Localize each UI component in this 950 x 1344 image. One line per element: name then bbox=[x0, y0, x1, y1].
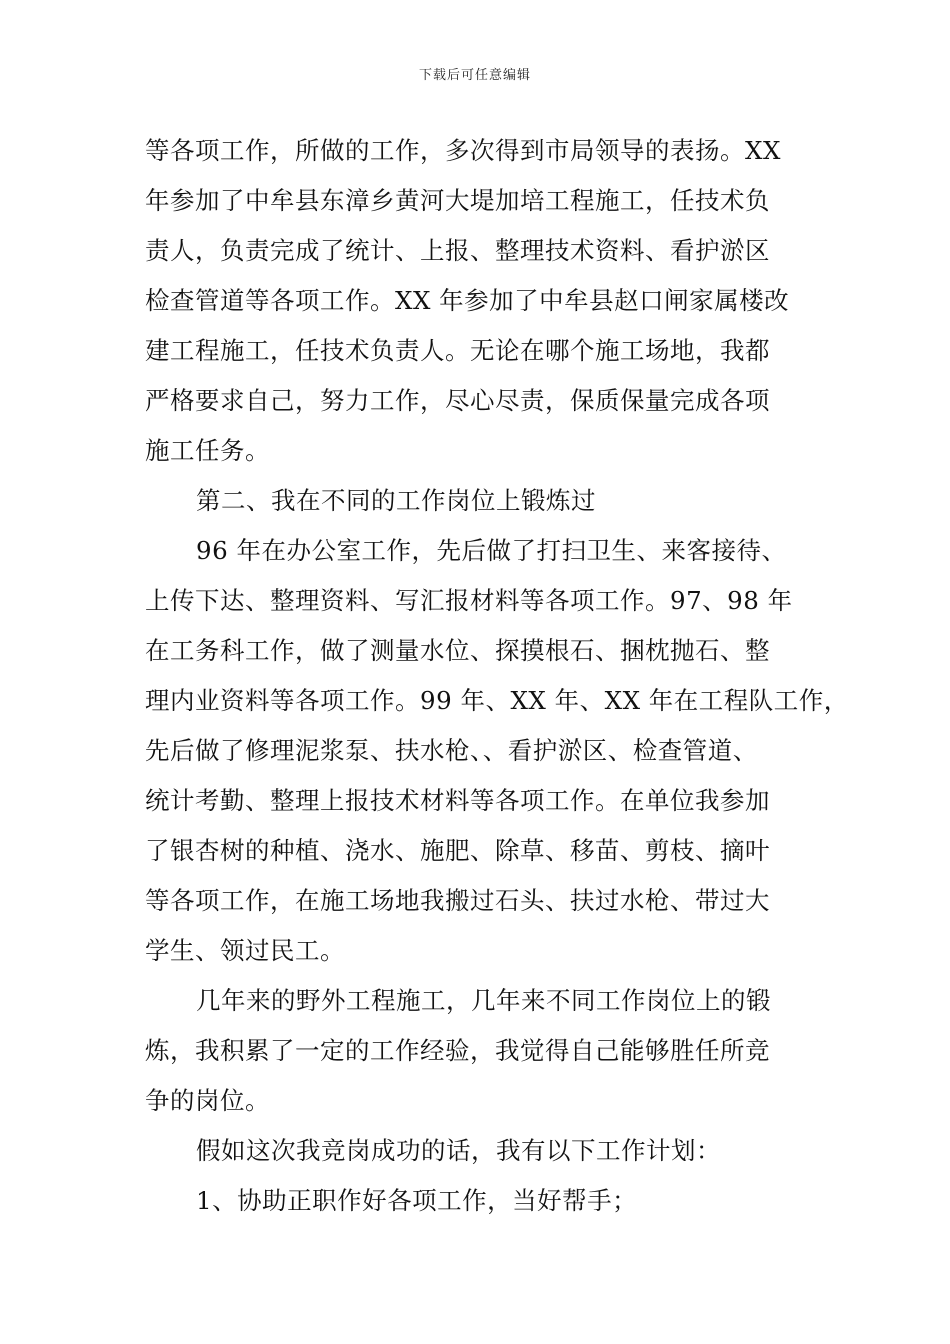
section-heading: 第二、我在不同的工作岗位上锻炼过 bbox=[196, 486, 596, 515]
text-line: 施工任务。 bbox=[145, 436, 270, 465]
text-line: 年参加了中牟县东漳乡黄河大堤加培工程施工，任技术负 bbox=[145, 186, 770, 215]
document-body bbox=[145, 126, 849, 1226]
page-header: 下载后可任意编辑 bbox=[418, 68, 531, 83]
text-line: 理内业资料等各项工作。99 年、XX 年、XX 年在工程队工作， bbox=[145, 686, 849, 715]
paragraph-first-line: 假如这次我竞岗成功的话，我有以下工作计划： bbox=[196, 1136, 721, 1165]
text-line: 检查管道等各项工作。XX 年参加了中牟县赵口闸家属楼改 bbox=[145, 286, 790, 315]
text-line: 等各项工作，所做的工作，多次得到市局领导的表扬。XX bbox=[145, 136, 781, 165]
text-line: 上传下达、整理资料、写汇报材料等各项工作。97、98 年 bbox=[145, 586, 793, 615]
text-line: 在工务科工作，做了测量水位、探摸根石、捆枕抛石、整 bbox=[145, 636, 770, 665]
paragraph-first-line: 96 年在办公室工作，先后做了打扫卫生、来客接待、 bbox=[196, 536, 787, 565]
text-line: 学生、领过民工。 bbox=[145, 936, 345, 965]
text-line: 统计考勤、整理上报技术材料等各项工作。在单位我参加 bbox=[145, 786, 770, 815]
text-line: 炼，我积累了一定的工作经验，我觉得自己能够胜任所竞 bbox=[145, 1036, 770, 1065]
text-line: 争的岗位。 bbox=[145, 1086, 270, 1115]
text-line: 先后做了修理泥浆泵、扶水枪、、看护淤区、检查管道、 bbox=[145, 736, 758, 765]
text-line: 责人，负责完成了统计、上报、整理技术资料、看护淤区 bbox=[145, 236, 770, 265]
text-line: 严格要求自己，努力工作，尽心尽责，保质保量完成各项 bbox=[145, 386, 770, 415]
list-item: 1、协助正职作好各项工作，当好帮手； bbox=[196, 1186, 638, 1215]
paragraph-first-line: 几年来的野外工程施工，几年来不同工作岗位上的锻 bbox=[196, 986, 771, 1015]
text-line: 了银杏树的种植、浇水、施肥、除草、移苗、剪枝、摘叶 bbox=[145, 836, 770, 865]
text-line: 等各项工作，在施工场地我搬过石头、扶过水枪、带过大 bbox=[145, 886, 770, 915]
text-line: 建工程施工，任技术负责人。无论在哪个施工场地，我都 bbox=[145, 336, 770, 365]
